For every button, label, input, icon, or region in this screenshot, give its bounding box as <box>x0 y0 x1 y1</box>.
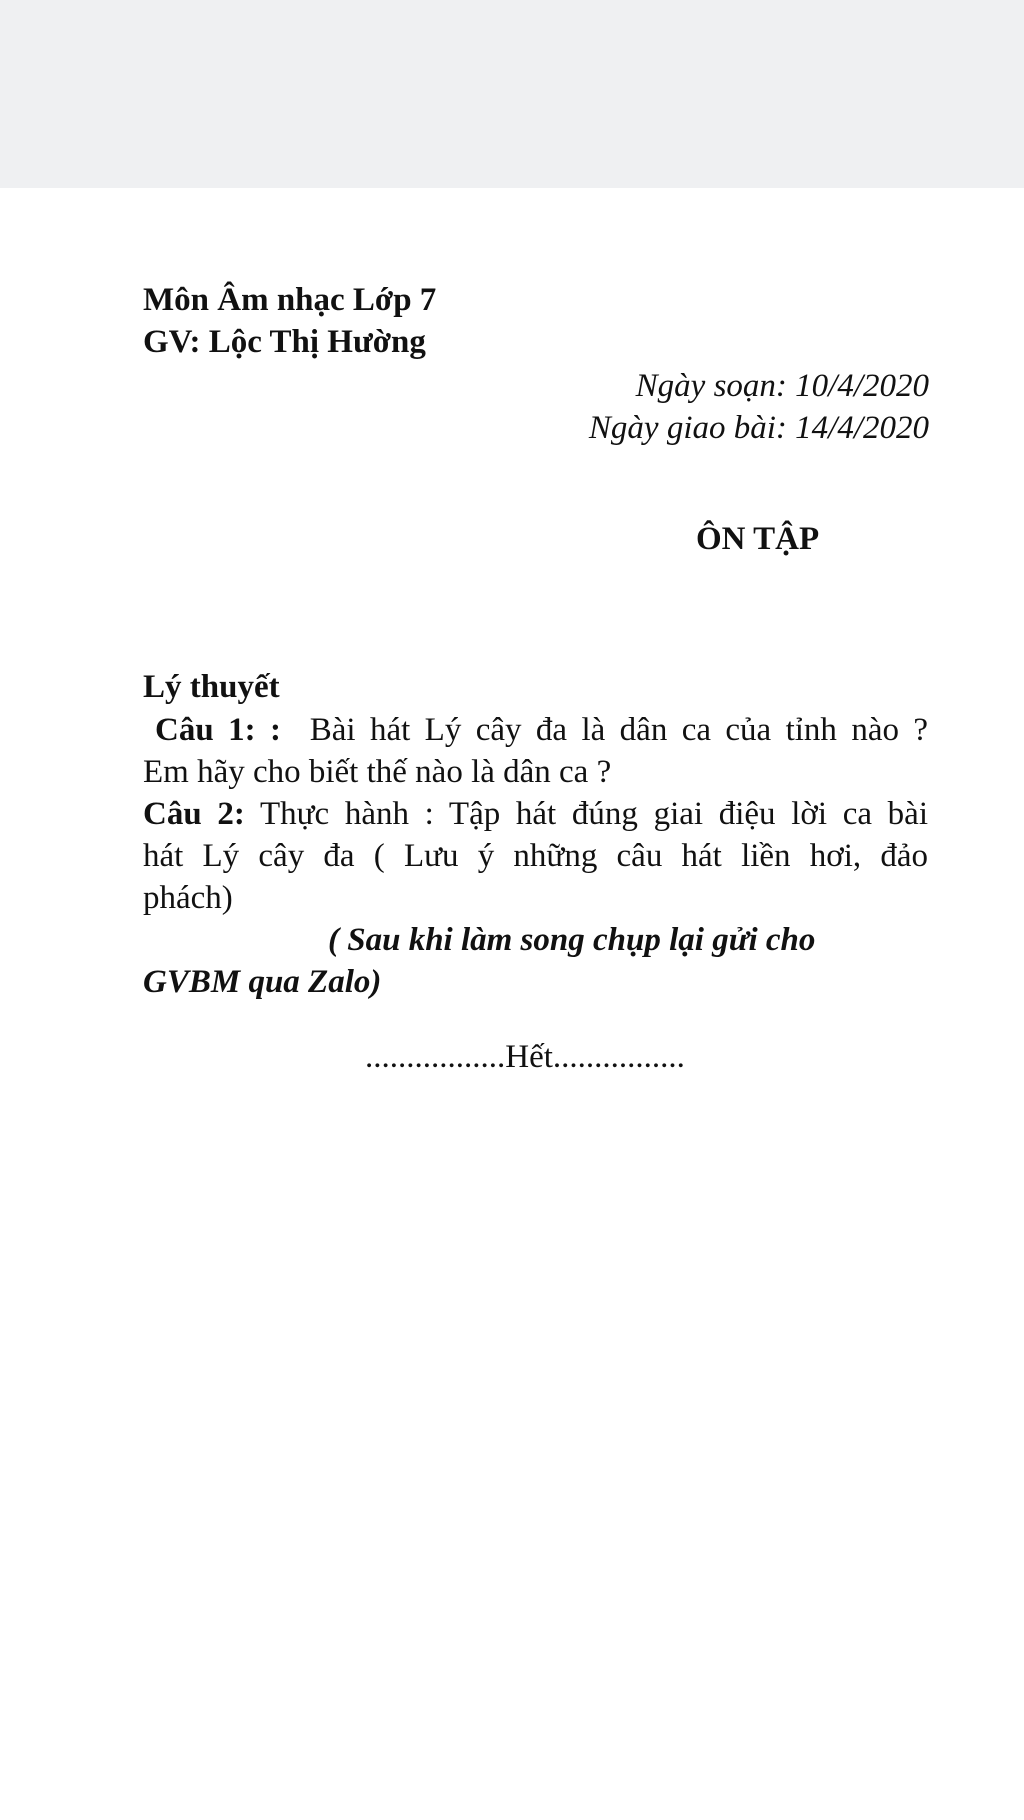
submission-note-line-2: GVBM qua Zalo) <box>143 964 382 1000</box>
question-2-line-2: hát Lý cây đa ( Lưu ý những câu hát liền hơi, đảo <box>143 838 928 874</box>
question-2-label: Câu 2: <box>143 796 245 832</box>
prepared-date: Ngày soạn: 10/4/2020 <box>635 368 929 404</box>
question-1-line-1 <box>143 709 928 751</box>
question-1-text: Bài hát Lý cây đa là dân ca của tỉnh nào ? <box>309 712 929 748</box>
document-page <box>0 188 1024 1820</box>
page-title: ÔN TẬP <box>696 521 820 557</box>
assigned-date: Ngày giao bài: 14/4/2020 <box>588 410 929 446</box>
question-1-line-2: Em hãy cho biết thế nào là dân ca ? <box>143 754 612 790</box>
question-2-line-1 <box>143 793 928 835</box>
submission-note-line-1: ( Sau khi làm song chụp lại gửi cho <box>328 922 816 958</box>
section-heading: Lý thuyết <box>143 669 280 705</box>
top-gray-band <box>0 0 1024 188</box>
question-2-line-3: phách) <box>143 880 233 916</box>
subject-line: Môn Âm nhạc Lớp 7 <box>143 282 437 318</box>
question-1-label: Câu 1: : <box>155 712 281 748</box>
end-mark: .................Hết................ <box>365 1039 685 1075</box>
question-2-text: Thực hành : Tập hát đúng giai điệu lời ca bài <box>259 796 928 832</box>
teacher-line: GV: Lộc Thị Hường <box>143 324 426 360</box>
